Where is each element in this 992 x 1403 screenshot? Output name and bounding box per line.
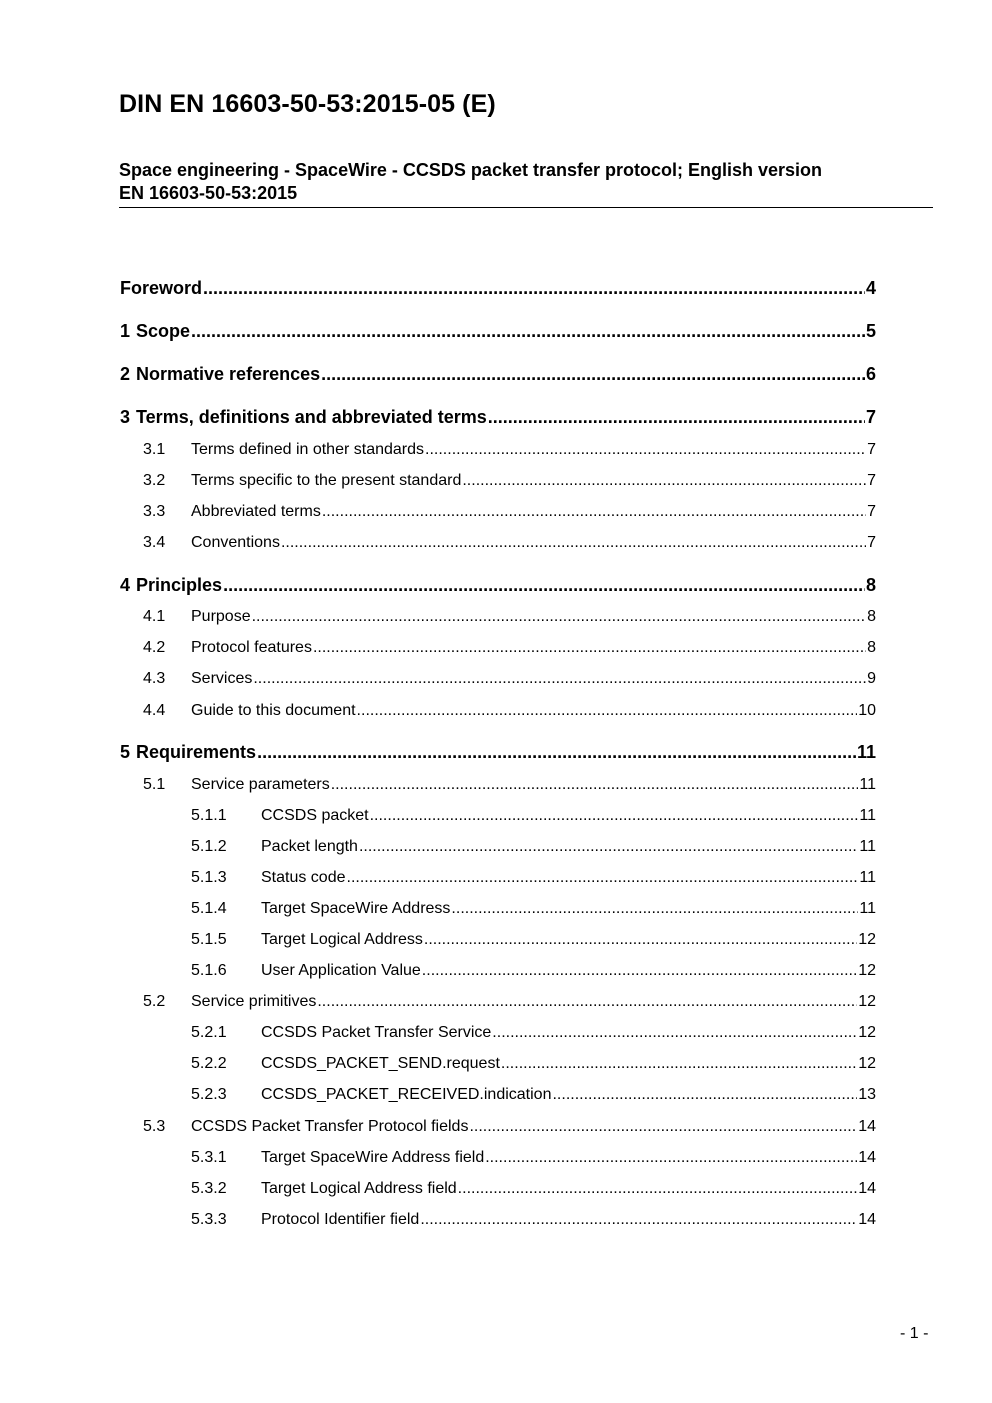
toc-page-number: 10	[858, 702, 876, 719]
toc-entry-number: 4.4	[143, 702, 166, 719]
toc-entry-5-2-2[interactable]	[191, 1055, 876, 1073]
dot-leader	[552, 1086, 857, 1104]
toc-entry-number: 5.1.3	[191, 869, 227, 886]
toc-entry-title: Target SpaceWire Address	[261, 900, 451, 917]
dot-leader	[451, 900, 858, 918]
toc-entry-5-3-1[interactable]	[191, 1149, 876, 1167]
toc-entry-number: 5.2	[143, 993, 166, 1010]
dot-leader	[422, 962, 857, 980]
toc-entry-number: 5.1.5	[191, 931, 227, 948]
toc-entry-5-2[interactable]	[143, 993, 876, 1011]
dot-leader	[420, 1211, 857, 1229]
toc-entry-number: 3.4	[143, 534, 166, 551]
toc-entry-number: 5.1.4	[191, 900, 227, 917]
dot-leader	[321, 364, 865, 385]
toc-entry-number: 4.3	[143, 670, 166, 687]
dot-leader	[425, 441, 866, 459]
toc-page-number: 11	[859, 869, 876, 886]
dot-leader	[424, 931, 857, 949]
toc-entry-number: 5.2.2	[191, 1055, 227, 1072]
toc-entry-number: 4.2	[143, 639, 166, 656]
toc-entry-4-2[interactable]	[143, 639, 876, 657]
toc-entry-number: 5.1	[143, 776, 166, 793]
toc-entry-4-1[interactable]	[143, 608, 876, 626]
toc-entry-title: Purpose	[191, 608, 251, 625]
toc-entry-3-2[interactable]	[143, 472, 876, 490]
toc-entry-title: Conventions	[191, 534, 280, 551]
toc-entry-number: 5.1.6	[191, 962, 227, 979]
toc-entry-5-1-4[interactable]	[191, 900, 876, 918]
toc-entry-5-1-1[interactable]	[191, 807, 876, 825]
toc-entry-title: CCSDS Packet Transfer Protocol fields	[191, 1118, 469, 1135]
toc-entry-number: 3.3	[143, 503, 166, 520]
dot-leader	[253, 670, 866, 688]
dot-leader	[469, 1118, 857, 1136]
toc-entry-title: Foreword	[120, 278, 203, 298]
toc-entry-title: Target SpaceWire Address field	[261, 1149, 485, 1166]
toc-entry-number: 5.3.2	[191, 1180, 227, 1197]
toc-page-number: 11	[859, 900, 876, 917]
toc-entry-5-1-6[interactable]	[191, 962, 876, 980]
toc-entry-title: Target Logical Address	[261, 931, 423, 948]
toc-entry-number: 5	[120, 742, 131, 762]
toc-entry-4-4[interactable]	[143, 702, 876, 720]
dot-leader	[281, 534, 866, 552]
toc-entry-title: Requirements	[136, 742, 257, 762]
toc-entry-title: Service parameters	[191, 776, 330, 793]
toc-page-number: 14	[858, 1118, 876, 1135]
toc-entry-title: CCSDS_PACKET_SEND.request	[261, 1055, 500, 1072]
toc-entry-title: Abbreviated terms	[191, 503, 321, 520]
toc-entry-title: Normative references	[136, 364, 321, 384]
toc-entry-title: Packet length	[261, 838, 358, 855]
toc-page-number: 6	[865, 364, 876, 384]
dot-leader	[492, 1024, 857, 1042]
toc-page-number: 7	[867, 503, 876, 520]
dot-leader	[257, 742, 856, 763]
dot-leader	[357, 702, 858, 720]
toc-page-number: 12	[858, 1055, 876, 1072]
dot-leader	[191, 321, 865, 342]
toc-entry-5-1[interactable]	[143, 776, 876, 794]
toc-page-number: 12	[858, 1024, 876, 1041]
toc-entry-4-3[interactable]	[143, 670, 876, 688]
toc-entry-title: CCSDS_PACKET_RECEIVED.indication	[261, 1086, 552, 1103]
toc-page-number: 11	[856, 742, 876, 762]
toc-page-number: 8	[867, 639, 876, 656]
toc-entry-number: 1	[120, 321, 131, 341]
toc-page-number: 7	[867, 441, 876, 458]
toc-entry-3-1[interactable]	[143, 441, 876, 459]
document-title: DIN EN 16603-50-53:2015-05 (E)	[119, 90, 496, 118]
toc-entry-number: 5.1.2	[191, 838, 227, 855]
dot-leader	[485, 1149, 857, 1167]
toc-entry-number: 3.2	[143, 472, 166, 489]
dot-leader	[359, 838, 858, 856]
toc-page-number: 9	[867, 670, 876, 687]
toc-entry-number: 5.3.1	[191, 1149, 227, 1166]
toc-entry-title: Scope	[136, 321, 191, 341]
toc-entry-number: 2	[120, 364, 131, 384]
toc-page-number: 11	[859, 776, 876, 793]
toc-page-number: 8	[867, 608, 876, 625]
toc-page-number: 7	[865, 407, 876, 427]
toc-entry-number: 5.2.3	[191, 1086, 227, 1103]
toc-entry-title: Guide to this document	[191, 702, 356, 719]
toc-entry-title: User Application Value	[261, 962, 421, 979]
dot-leader	[370, 807, 859, 825]
toc-page-number: 5	[865, 321, 876, 341]
toc-page-number: 14	[858, 1149, 876, 1166]
toc-entry-5-3[interactable]	[143, 1118, 876, 1136]
dot-leader	[317, 993, 857, 1011]
dot-leader	[322, 503, 866, 521]
toc-entry-scope[interactable]	[120, 321, 876, 342]
toc-entry-3-3[interactable]	[143, 503, 876, 521]
toc-entry-5-1-3[interactable]	[191, 869, 876, 887]
toc-entry-5-2-1[interactable]	[191, 1024, 876, 1042]
toc-entry-title: Target Logical Address field	[261, 1180, 457, 1197]
dot-leader	[331, 776, 859, 794]
toc-entry-title: Services	[191, 670, 253, 687]
toc-entry-title: CCSDS Packet Transfer Service	[261, 1024, 492, 1041]
toc-entry-5-2-3[interactable]	[191, 1086, 876, 1104]
page-number: - 1 -	[900, 1325, 929, 1342]
toc-entry-number: 3.1	[143, 441, 166, 458]
toc-page-number: 12	[858, 993, 876, 1010]
toc-entry-5-3-3[interactable]	[191, 1211, 876, 1229]
toc-entry-5-3-2[interactable]	[191, 1180, 876, 1198]
toc-entry-5-1-5[interactable]	[191, 931, 876, 949]
dot-leader	[252, 608, 867, 626]
toc-entry-terms[interactable]	[120, 407, 876, 428]
toc-entry-title: Status code	[261, 869, 346, 886]
dot-leader	[223, 575, 865, 596]
toc-entry-principles[interactable]	[120, 575, 876, 596]
dot-leader	[501, 1055, 857, 1073]
toc-page-number: 11	[859, 838, 876, 855]
toc-entry-title: Principles	[136, 575, 223, 595]
toc-entry-title: Protocol features	[191, 639, 312, 656]
toc-entry-number: 3	[120, 407, 131, 427]
toc-entry-number: 5.2.1	[191, 1024, 227, 1041]
toc-entry-title: Terms defined in other standards	[191, 441, 425, 458]
dot-leader	[458, 1180, 858, 1198]
toc-entry-normative-references[interactable]	[120, 364, 876, 385]
toc-page-number: 12	[858, 931, 876, 948]
toc-entry-number: 5.3	[143, 1118, 166, 1135]
toc-entry-number: 5.3.3	[191, 1211, 227, 1228]
subtitle-line: EN 16603-50-53:2015	[119, 183, 298, 203]
toc-entry-3-4[interactable]	[143, 534, 876, 552]
toc-entry-requirements[interactable]	[120, 742, 876, 763]
toc-entry-title: Terms, definitions and abbreviated terms	[136, 407, 487, 427]
dot-leader	[313, 639, 866, 657]
toc-entry-number: 5.1.1	[191, 807, 227, 824]
toc-entry-title: CCSDS packet	[261, 807, 369, 824]
dot-leader	[488, 407, 865, 428]
toc-page-number: 13	[858, 1086, 876, 1103]
dot-leader	[203, 278, 865, 299]
toc-page-number: 4	[865, 278, 876, 298]
toc-page-number: 7	[867, 472, 876, 489]
toc-page-number: 8	[865, 575, 876, 595]
dot-leader	[462, 472, 866, 490]
toc-entry-title: Service primitives	[191, 993, 317, 1010]
toc-entry-number: 4.1	[143, 608, 166, 625]
toc-entry-foreword[interactable]	[120, 278, 876, 299]
toc-page-number: 14	[858, 1180, 876, 1197]
toc-page-number: 7	[867, 534, 876, 551]
toc-page-number: 12	[858, 962, 876, 979]
toc-entry-title: Protocol Identifier field	[261, 1211, 420, 1228]
dot-leader	[347, 869, 859, 887]
toc-entry-number: 4	[120, 575, 131, 595]
toc-entry-title: Terms specific to the present standard	[191, 472, 462, 489]
toc-page-number: 14	[858, 1211, 876, 1228]
toc-entry-5-1-2[interactable]	[191, 838, 876, 856]
subtitle-line: Space engineering - SpaceWire - CCSDS packet transfer protocol; English version	[119, 160, 823, 180]
toc-page-number: 11	[859, 807, 876, 824]
